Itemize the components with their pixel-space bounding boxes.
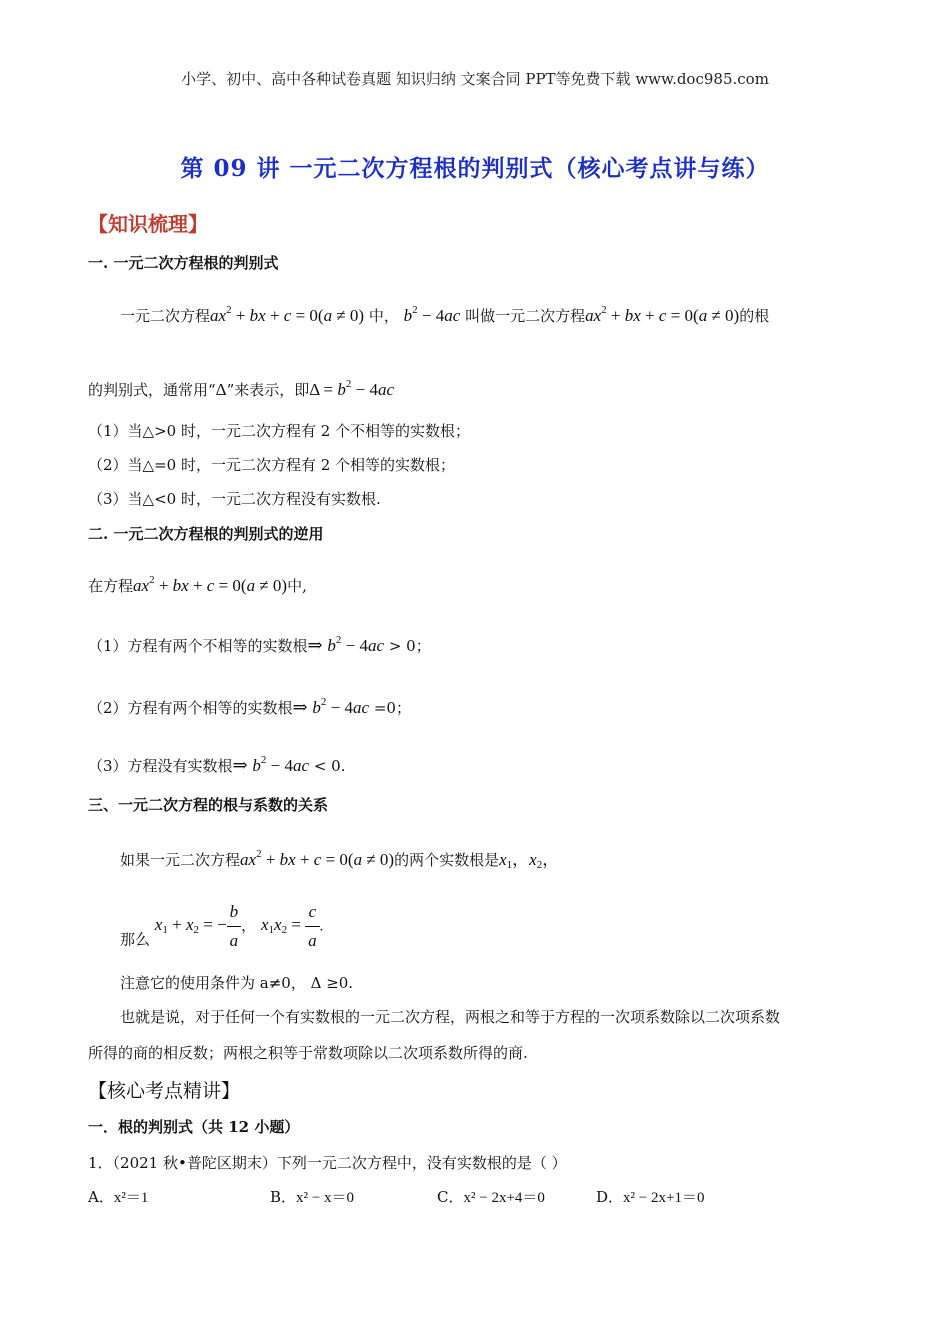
section-3-intro-a: 如果一元二次方程 (120, 851, 241, 869)
inverse-item-text: （2）方程有两个相等的实数根 (88, 699, 293, 717)
intro-text-d: 的根 (739, 307, 770, 325)
sum-of-roots-formula: $x_1 + x_2$ = − $\frac{b}{a}$ (155, 915, 241, 934)
usage-note: 注意它的使用条件为 a≠0， Δ ≥0. (120, 974, 354, 992)
question-1: 1．（2021 秋•普陀区期末）下列一元二次方程中，没有实数根的是（ ） (88, 1154, 567, 1172)
inverse-item-3 (88, 746, 345, 780)
inverse-item-text: （3）方程没有实数根 (88, 757, 233, 775)
intro-text-b: 中， (368, 307, 399, 325)
option-label: C． (437, 1188, 464, 1206)
line2-text-b: ”来表示，即 (226, 381, 310, 399)
vieta-formulas: 那么 $x_1 + x_2$ = − $\frac{b}{a}$ ， $x_1x_2$ = $\frac{c}{a}$ . (120, 898, 323, 955)
implies-arrow-icon: ⇒ (307, 635, 323, 655)
section-3-intro (120, 840, 559, 879)
section-2-intro-a: 在方程 (88, 577, 134, 595)
implies-arrow-icon: ⇒ (232, 755, 248, 775)
page-title: 第 09 讲 一元二次方程根的判别式（核心考点讲与练） (180, 155, 770, 182)
intro-text-c: 叫做一元二次方程 (465, 307, 586, 325)
section-3-intro-b: 的两个实数根是 (394, 851, 500, 869)
section-3-heading: 三、一元二次方程的根与系数的关系 (88, 796, 329, 814)
explanation-line-1: 也就是说，对于任何一个有实数根的一元二次方程，两根之和等于方程的一次项系数除以二次项系数 (120, 1008, 781, 1026)
inverse-item-text: （1）方程有两个不相等的实数根 (88, 637, 308, 655)
delta-symbol: Δ (215, 380, 227, 399)
inverse-item-condition: =0； (369, 699, 411, 717)
section-1-heading: 一. 一元二次方程根的判别式 (88, 254, 279, 272)
section-2-heading: 二. 一元二次方程根的判别式的逆用 (88, 525, 324, 543)
option-text: x² − x＝0 (296, 1190, 354, 1206)
option-label: B． (270, 1188, 297, 1206)
discriminant-formula: $b^2 - 4ac$ (312, 696, 370, 717)
line2-text-a: 的判别式，通常用“ (88, 381, 216, 399)
option-c (437, 1186, 545, 1207)
option-text: x² − 2x+4＝0 (463, 1190, 545, 1206)
inverse-item-2 (88, 688, 411, 722)
quadratic-equation-formula: $ax^2$ + bx + c = 0(a ≠ 0) (240, 848, 395, 869)
case-1: （1）当△>0 时，一元二次方程有 2 个不相等的实数根； (88, 422, 471, 440)
core-heading: 【核心考点精讲】 (88, 1080, 241, 1102)
option-text: x²＝1 (113, 1190, 149, 1206)
page-header: 小学、初中、高中各种试卷真题 知识归纳 文案合同 PPT等免费下载 www.doc985.com (181, 70, 769, 88)
option-b (270, 1186, 354, 1207)
section-1-line2 (88, 370, 394, 404)
intro-text-a: 一元二次方程 (120, 307, 211, 325)
quadratic-equation-formula: $ax^2$ + bx + c = 0(a ≠ 0) (210, 304, 365, 325)
delta-formula: $\Delta = b^2 - 4ac$ (309, 378, 395, 399)
inverse-item-condition: < 0. (309, 757, 346, 775)
roots-x1-x2: $x_1$，$x_2$， (499, 850, 560, 871)
then-label: 那么 (120, 930, 151, 949)
core-section-1-heading: 一．根的判别式（共 12 小题） (88, 1118, 300, 1136)
explanation-line-2: 所得的商的相反数；两根之积等于常数项除以二次项系数所得的商. (88, 1044, 528, 1062)
option-d (596, 1186, 704, 1207)
discriminant-formula: $b^2 - 4ac$ (252, 754, 310, 775)
option-text: x² − 2x+1＝0 (623, 1190, 705, 1206)
quadratic-equation-formula: $ax^2$ + bx + c = 0(a ≠ 0) (133, 574, 288, 595)
case-3: （3）当△<0 时，一元二次方程没有实数根. (88, 490, 381, 508)
section-1-intro (120, 296, 769, 330)
section-2-intro-b: 中, (287, 577, 307, 595)
knowledge-heading: 【知识梳理】 (88, 212, 208, 236)
product-of-roots-formula: $x_1x_2$ = $\frac{c}{a}$ (261, 915, 320, 934)
implies-arrow-icon: ⇒ (292, 697, 308, 717)
case-2: （2）当△=0 时，一元二次方程有 2 个相等的实数根； (88, 456, 456, 474)
option-a (88, 1186, 148, 1207)
option-label: D． (596, 1188, 624, 1206)
discriminant-formula: $b^2 - 4ac$ (403, 304, 461, 325)
option-label: A． (88, 1188, 114, 1206)
section-2-intro (88, 566, 307, 600)
quadratic-equation-formula: $ax^2$ + bx + c = 0(a ≠ 0) (585, 304, 740, 325)
inverse-item-1 (88, 626, 431, 660)
inverse-item-condition: > 0； (384, 637, 431, 655)
discriminant-formula: $b^2 - 4ac$ (327, 634, 385, 655)
